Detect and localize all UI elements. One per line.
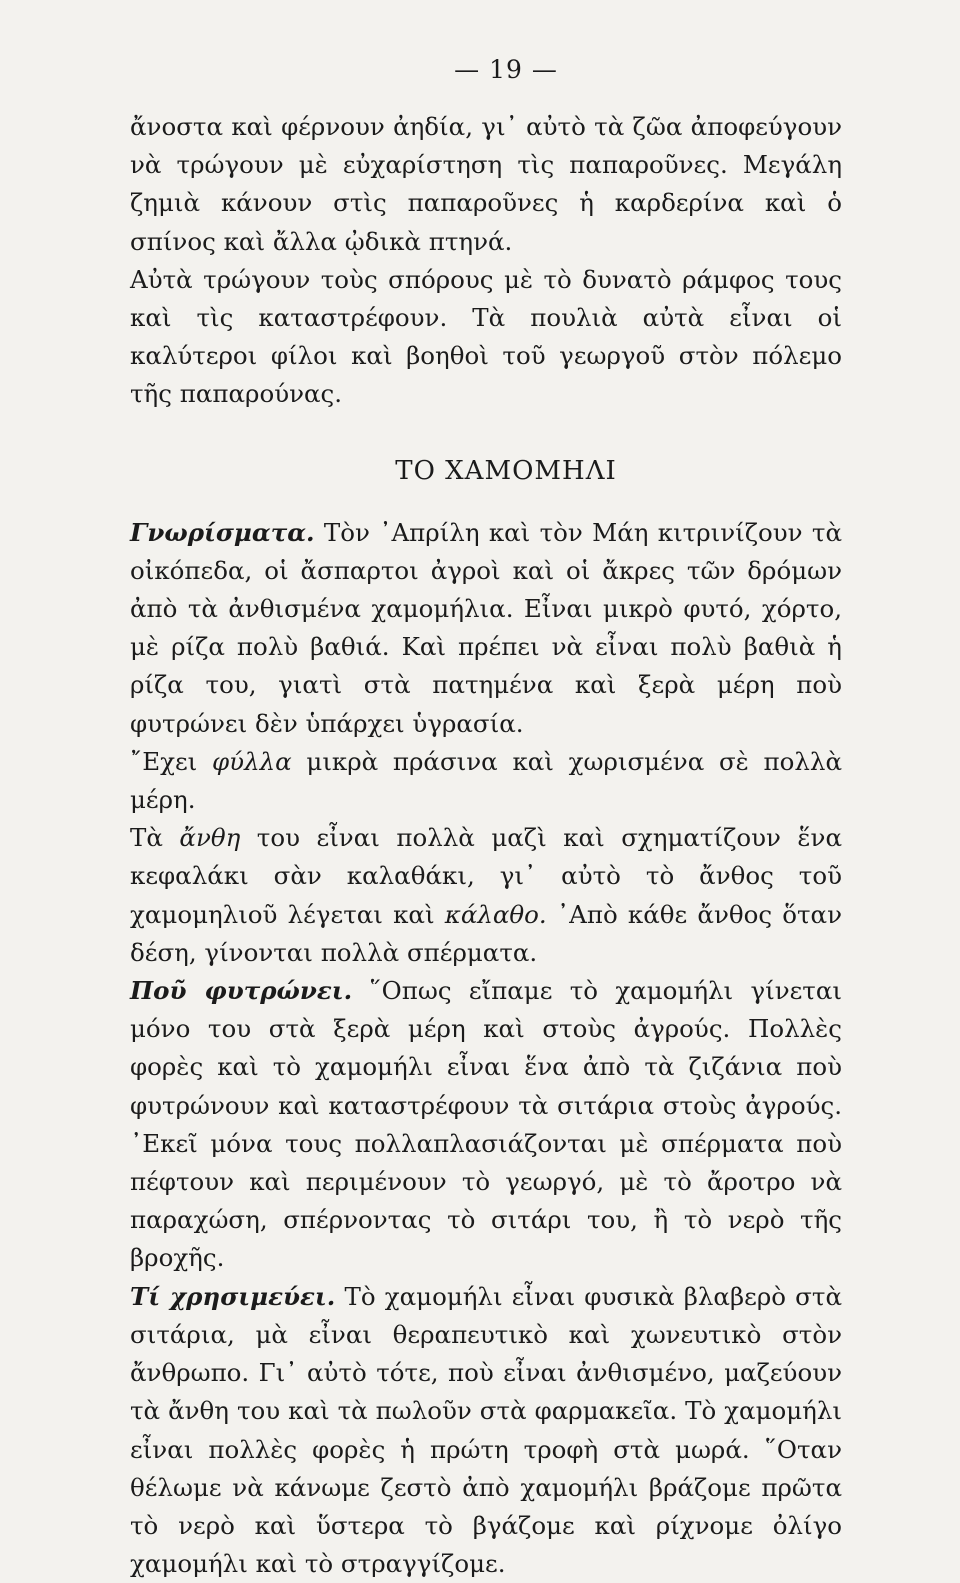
- paragraph-text: Τὰ: [130, 823, 180, 853]
- paragraph-intro-2: Αὐτὰ τρώγουν τοὺς σπόρους μὲ τὸ δυνατὸ ράμφος τους καὶ τὶς καταστρέφουν. Τὰ πουλιὰ αὐτὰ εἶναι οἱ καλύτεροι φίλοι καὶ βοηθοὶ τοῦ γεωργοῦ στὸν πόλεμο τῆς παπαρούνας.: [130, 264, 842, 409]
- paragraph-text: ᾿Απὸ κάθε ἄνθος ὅταν δέση, γίνονται πολλὰ σπέρματα.: [130, 899, 843, 967]
- paragraph-text: ῞Οπως εἴπαμε τὸ χαμομήλι γίνεται μόνο του στὰ ξερὰ μέρη καὶ στοὺς ἀγρούς. Πολλὲς φορὲς καὶ τὸ χαμομήλι εἶναι ἕνα ἀπὸ τὰ ζιζάνια ποὺ φυτρώνουν καὶ καταστρέφουν τὰ σιτάρια στοὺς ἀγρούς. ᾿Εκεῖ μόνα τους πολλαπλασιάζονται μὲ σπέρματα ποὺ πέφτουν καὶ περιμένουν τὸ γεωργό, μὲ τὸ ἄροτρο νὰ παραχώση, σπέρνοντας τὸ σιτάρι του, ἢ τὸ νερὸ τῆς βροχῆς.: [130, 976, 842, 1273]
- paragraph-fylla: [130, 743, 842, 819]
- section-title: ΤΟ ΧΑΜΟΜΗΛΙ: [395, 455, 617, 486]
- paragraph-anthi: [130, 819, 842, 972]
- paragraph-text: Τὸν ᾿Απρίλη καὶ τὸν Μάη κιτρινίζουν τὰ οἰκόπεδα, οἱ ἄσπαρτοι ἀγροὶ καὶ οἱ ἄκρες τῶν δρόμων ἀπὸ τὰ ἀνθισμένα χαμομήλια. Εἶναι μικρὸ φυτό, χόρτο, μὲ ρίζα πολὺ βαθιά. Καὶ πρέπει νὰ εἶναι πολὺ βαθιὰ ἡ ρίζα του, γιατὶ στὰ πατημένα καὶ ξερὰ μέρη ποὺ φυτρώνει δὲν ὑπάρχει ὑγρασία.: [130, 517, 842, 738]
- emphasis-word: κάλαθο.: [444, 899, 547, 929]
- run-in-heading-gnorismata: Γνωρίσματα.: [130, 517, 315, 547]
- emphasis-word: ἄνθη: [179, 823, 241, 853]
- paragraph-text: του εἶναι πολλὰ μαζὶ καὶ σχηματίζουν ἕνα κεφαλάκι σὰν καλαθάκι, γι᾿ αὐτὸ τὸ ἄνθος τοῦ χαμομηλιοῦ λέγεται καὶ: [130, 823, 842, 929]
- run-in-heading-ti: Τί χρησιμεύει.: [130, 1281, 336, 1311]
- page-number: — 19 —: [454, 55, 558, 84]
- run-in-heading-pou: Ποῦ φυτρώνει.: [130, 976, 353, 1006]
- paragraph-pou-fytronei: [130, 972, 842, 1278]
- paragraph-intro-1: ἄνοστα καὶ φέρνουν ἀηδία, γι᾿ αὐτὸ τὰ ζῶα ἀποφεύγουν νὰ τρώγουν μὲ εὐχαρίστηση τὶς παπαροῦνες. Μεγάλη ζημιὰ κάνουν στὶς παπαροῦνες ἡ καρδερίνα καὶ ὁ σπίνος καὶ ἄλλα ᾠδικὰ πτηνά.: [130, 112, 842, 256]
- paragraph-text: μικρὰ πράσινα καὶ χωρισμένα σὲ πολλὰ μέρη.: [130, 746, 843, 815]
- paragraph-ti-chrisimevei: [130, 1278, 842, 1583]
- paragraph-text: ῎Εχει: [130, 746, 213, 776]
- emphasis-word: φύλλα: [212, 746, 292, 776]
- paragraph-gnorismata: [130, 514, 842, 743]
- paragraph-text: Τὸ χαμομήλι εἶναι φυσικὰ βλαβερὸ στὰ σιτάρια, μὰ εἶναι θεραπευτικὸ καὶ χωνευτικὸ στὸν ἄνθρωπο. Γι᾿ αὐτὸ τότε, ποὺ εἶναι ἀνθισμένο, μαζεύουν τὰ ἄνθη του καὶ τὰ πωλοῦν στὰ φαρμακεῖα. Τὸ χαμομήλι εἶναι πολλὲς φορὲς ἡ πρώτη τροφὴ στὰ μωρά. ῞Οταν θέλωμε νὰ κάνωμε ζεστὸ ἀπὸ χαμομήλι βράζομε πρῶτα τὸ νερὸ καὶ ὕστερα τὸ βγάζομε καὶ ρίχνομε ὀλίγο χαμομήλι καὶ τὸ στραγγίζομε.: [130, 1281, 842, 1579]
